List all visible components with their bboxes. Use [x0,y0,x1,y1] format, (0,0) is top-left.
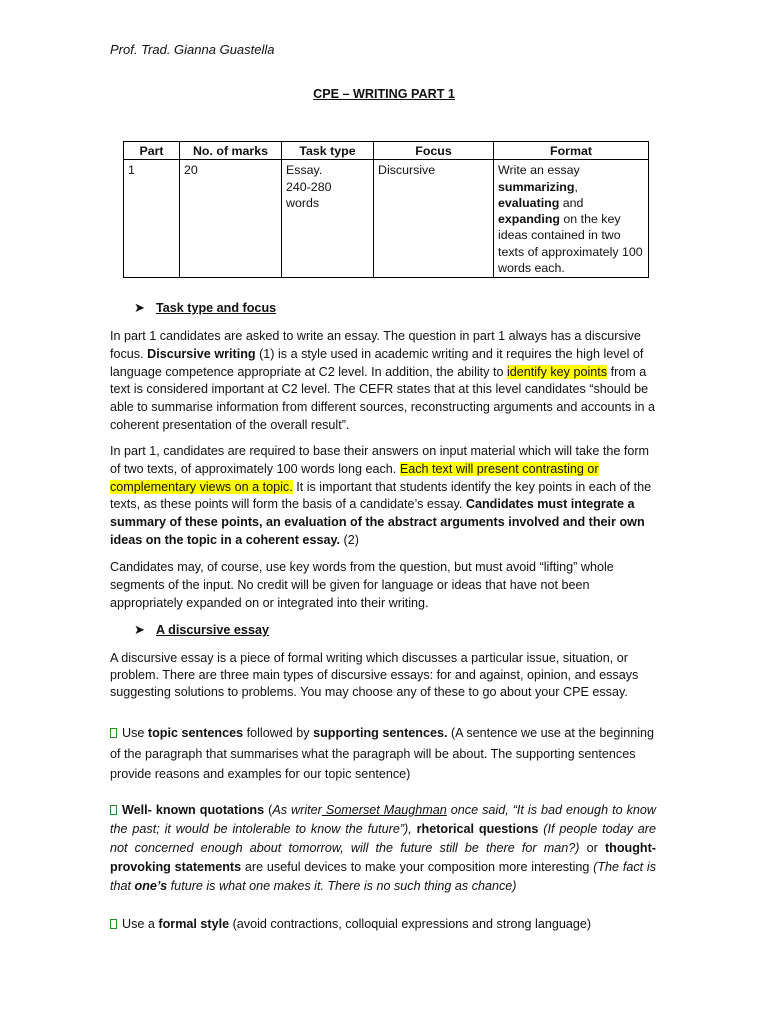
text-run: from a text is considered important at C2 level. The CEFR states that at this level candidates “should be able to summarise information from different sources, reconstructing arguments and accounts in a coherent presentation of the overall result”. [110,364,656,432]
text-run: In part 1 candidates are asked to write an essay. The question in part 1 always has a discursive focus. [110,329,641,361]
format-bold: evaluating [498,195,560,210]
format-text: , [574,179,578,194]
bold-run: topic sentences [147,726,244,740]
task-type-line: 240-280 [286,179,332,194]
text-run: (1) is a style used in academic writing and it requires the high level of language competence appropriate at C2 level. In addition, the ability to [110,346,644,379]
paragraph [110,328,656,435]
underlined-author-name: Somerset Maughman [321,803,447,817]
cell-part: 1 [124,160,180,278]
author-line: Prof. Trad. Gianna Guastella [110,42,275,57]
document-title: CPE – WRITING PART 1 [313,87,455,101]
paragraph: Candidates may, of course, use key words from the question, but must avoid “lifting” whole segments of the input. No credit will be given for language or ideas that have not been appropriately expanded on or integrated into their writing. [110,560,614,610]
cell-focus: Discursive [374,160,494,278]
checkbox-bullet-icon [110,805,117,815]
italic-run: As writer [272,803,322,817]
text-run: Use [122,726,148,740]
text-run: or [579,841,605,855]
italic-run: (If people today are not concerned enough about tomorrow, will the future still be there for man?) [110,822,657,855]
paragraph: A discursive essay is a piece of formal writing which discusses a particular issue, situation, or problem. There are three main types of discursive essays: for and against, opinion, and essays suggesting solutions to problems. You may choose any of these to go about your CPE essay. [110,651,639,700]
section-heading-task-type [134,300,276,316]
text-run: ( [264,803,273,817]
text-run: are useful devices to make your composition more interesting [241,860,594,874]
table-header: Task type [282,142,374,160]
cell-task-type [282,160,374,278]
format-bold: expanding [498,212,560,227]
bold-run: Well- known quotations [122,803,265,817]
list-item [110,916,656,934]
section-heading-text: A discursive essay [156,623,269,637]
bold-run: rhetorical questions [411,822,539,836]
table-header: Part [124,142,180,160]
table-row [124,160,649,278]
list-item [110,801,656,896]
italic-run: future is what one makes it. There is no such thing as chance) [167,879,517,893]
checkbox-bullet-icon [110,919,117,929]
arrowhead-bullet-icon: ➤ [134,622,145,637]
format-text: Write an essay [498,163,580,178]
format-text: on the key ideas contained in two texts of approximately 100 words each. [498,212,643,276]
task-table [123,141,649,278]
table-header: Focus [374,142,494,160]
bold-run: supporting sentences. [313,726,448,740]
section-heading-text: Task type and focus [156,301,277,315]
bold-run: Candidates must integrate a summary of these points, an evaluation of the abstract arguments involved and their own ideas on the topic in a coherent essay. [110,497,645,547]
task-type-line: Essay. [286,163,323,178]
bold-run: formal style [158,917,230,931]
highlighted-text: Each text will present contrasting or complementary views on a topic. [110,461,599,494]
text-run: (2) [340,532,359,547]
cell-format [494,160,649,278]
checkbox-bullet-icon [110,728,117,738]
bold-italic-run: one’s [134,879,168,893]
text-run: Use a [122,917,159,931]
cell-marks: 20 [180,160,282,278]
text-run: (avoid contractions, colloquial expressions and strong language) [229,917,592,931]
format-bold: summarizing [498,179,575,194]
arrowhead-bullet-icon: ➤ [134,300,145,315]
highlighted-text: identify key points [506,364,608,379]
table-header-row [124,142,649,160]
bold-run: thought-provoking statements [110,841,656,874]
paragraph [110,443,656,550]
format-text: and [559,195,584,210]
text-run: In part 1, candidates are required to base their answers on input material which will take the form of two texts, of approximately 100 words long each. [110,444,650,476]
list-item [110,723,656,785]
italic-run: (The fact is that [110,860,656,893]
bold-run: Discursive writing [147,346,256,361]
table-header: Format [494,142,649,160]
table-header: No. of marks [180,142,282,160]
text-run: followed by [243,726,314,740]
italic-run: once said, “It is bad enough to know the past; it would be intolerable to know the future”), [110,803,656,836]
task-type-line: words [286,195,320,210]
text-run: It is important that students identify the key points in each of the texts, as these points will form the basis of a candidate’s essay. [110,479,652,512]
section-heading-discursive-essay [134,622,269,638]
text-run: (A sentence we use at the beginning of the paragraph that summarises what the paragraph will be about. The supporting sentences provide reasons and examples for our topic sentence) [110,726,655,781]
